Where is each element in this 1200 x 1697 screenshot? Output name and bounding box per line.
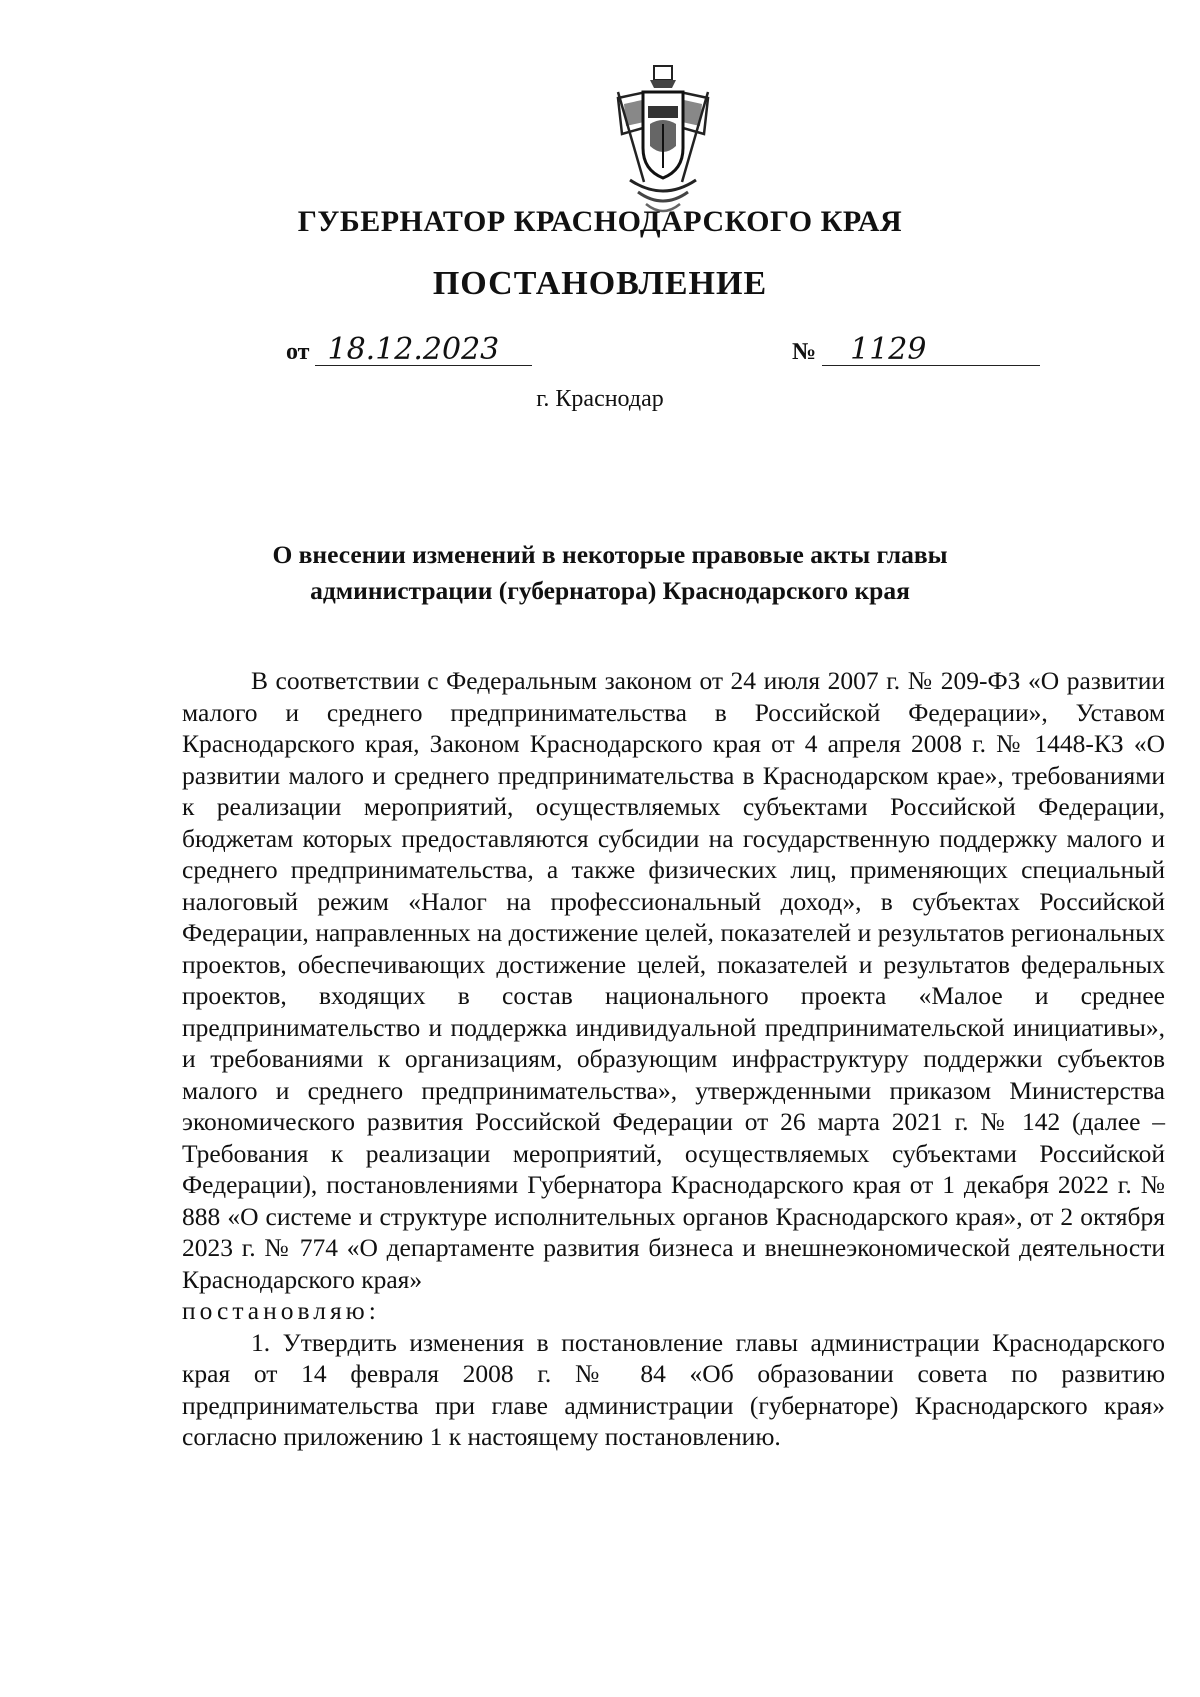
number-field <box>792 332 1040 367</box>
number-value: 1129 <box>822 335 1040 366</box>
document-heading: О внесении изменений в некоторые правовые акты главы администрации (губернатора) Краснодарского края <box>272 540 948 605</box>
coat-of-arms-emblem <box>610 62 716 222</box>
date-field <box>286 332 532 367</box>
document-body <box>182 665 1165 1453</box>
number-prefix: № <box>792 339 817 365</box>
issuer-title: ГУБЕРНАТОР КРАСНОДАРСКОГО КРАЯ <box>297 205 903 238</box>
date-prefix: от <box>286 339 310 365</box>
city-label: г. Краснодар <box>536 386 664 412</box>
preamble-paragraph: В соответствии с Федеральным законом от 24 июля 2007 г. № 209-ФЗ «О развитии малого и среднего предпринимательства в Российской Федерации», Уставом Краснодарского края, Законом Краснодарского края от 4 апреля 2008 г. № 1448-КЗ «О развитии малого и среднего предпринимательства в Краснодарском крае», требованиями к реализации мероприятий, осуществляемых субъектами Российской Федерации, бюджетам которых предоставляются субсидии на государственную поддержку малого и среднего предпринимательства, а также физических лиц, применяющих специальный налоговый режим «Налог на профессиональный доход», в субъектах Российской Федерации, направленных на достижение целей, показателей и результатов региональных проектов, обеспечивающих достижение целей, показателей и результатов федеральных проектов, входящих в состав национального проекта «Малое и среднее предпринимательство и поддержка индивидуальной предпринимательской инициативы», и требованиями к организациям, образующим инфраструктуру поддержки субъектов малого и среднего предпринимательства», утвержденными приказом Министерства экономического развития Российской Федерации от 26 марта 2021 г. № 142 (далее – Требования к реализации мероприятий, осуществляемых субъектами Российской Федерации), постановлениями Губернатора Краснодарского края от 1 декабря 2022 г. № 888 «О системе и структуре исполнительных органов Краснодарского края», от 2 октября 2023 г. № 774 «О департаменте развития бизнеса и внешнеэкономической деятельности Краснодарского края» <box>182 666 1165 1294</box>
resolve-word: постановляю: <box>182 1296 380 1325</box>
document-type: ПОСТАНОВЛЕНИЕ <box>432 265 768 302</box>
date-value: 18.12.2023 <box>315 335 532 366</box>
item-1-paragraph: 1. Утвердить изменения в постановление главы администрации Краснодарского края от 14 февраля 2008 г. № 84 «Об образовании совета по развитию предпринимательства при главе администрации (губернаторе) Краснодарского края» согласно приложению 1 к настоящему постановлению. <box>182 1327 1165 1451</box>
